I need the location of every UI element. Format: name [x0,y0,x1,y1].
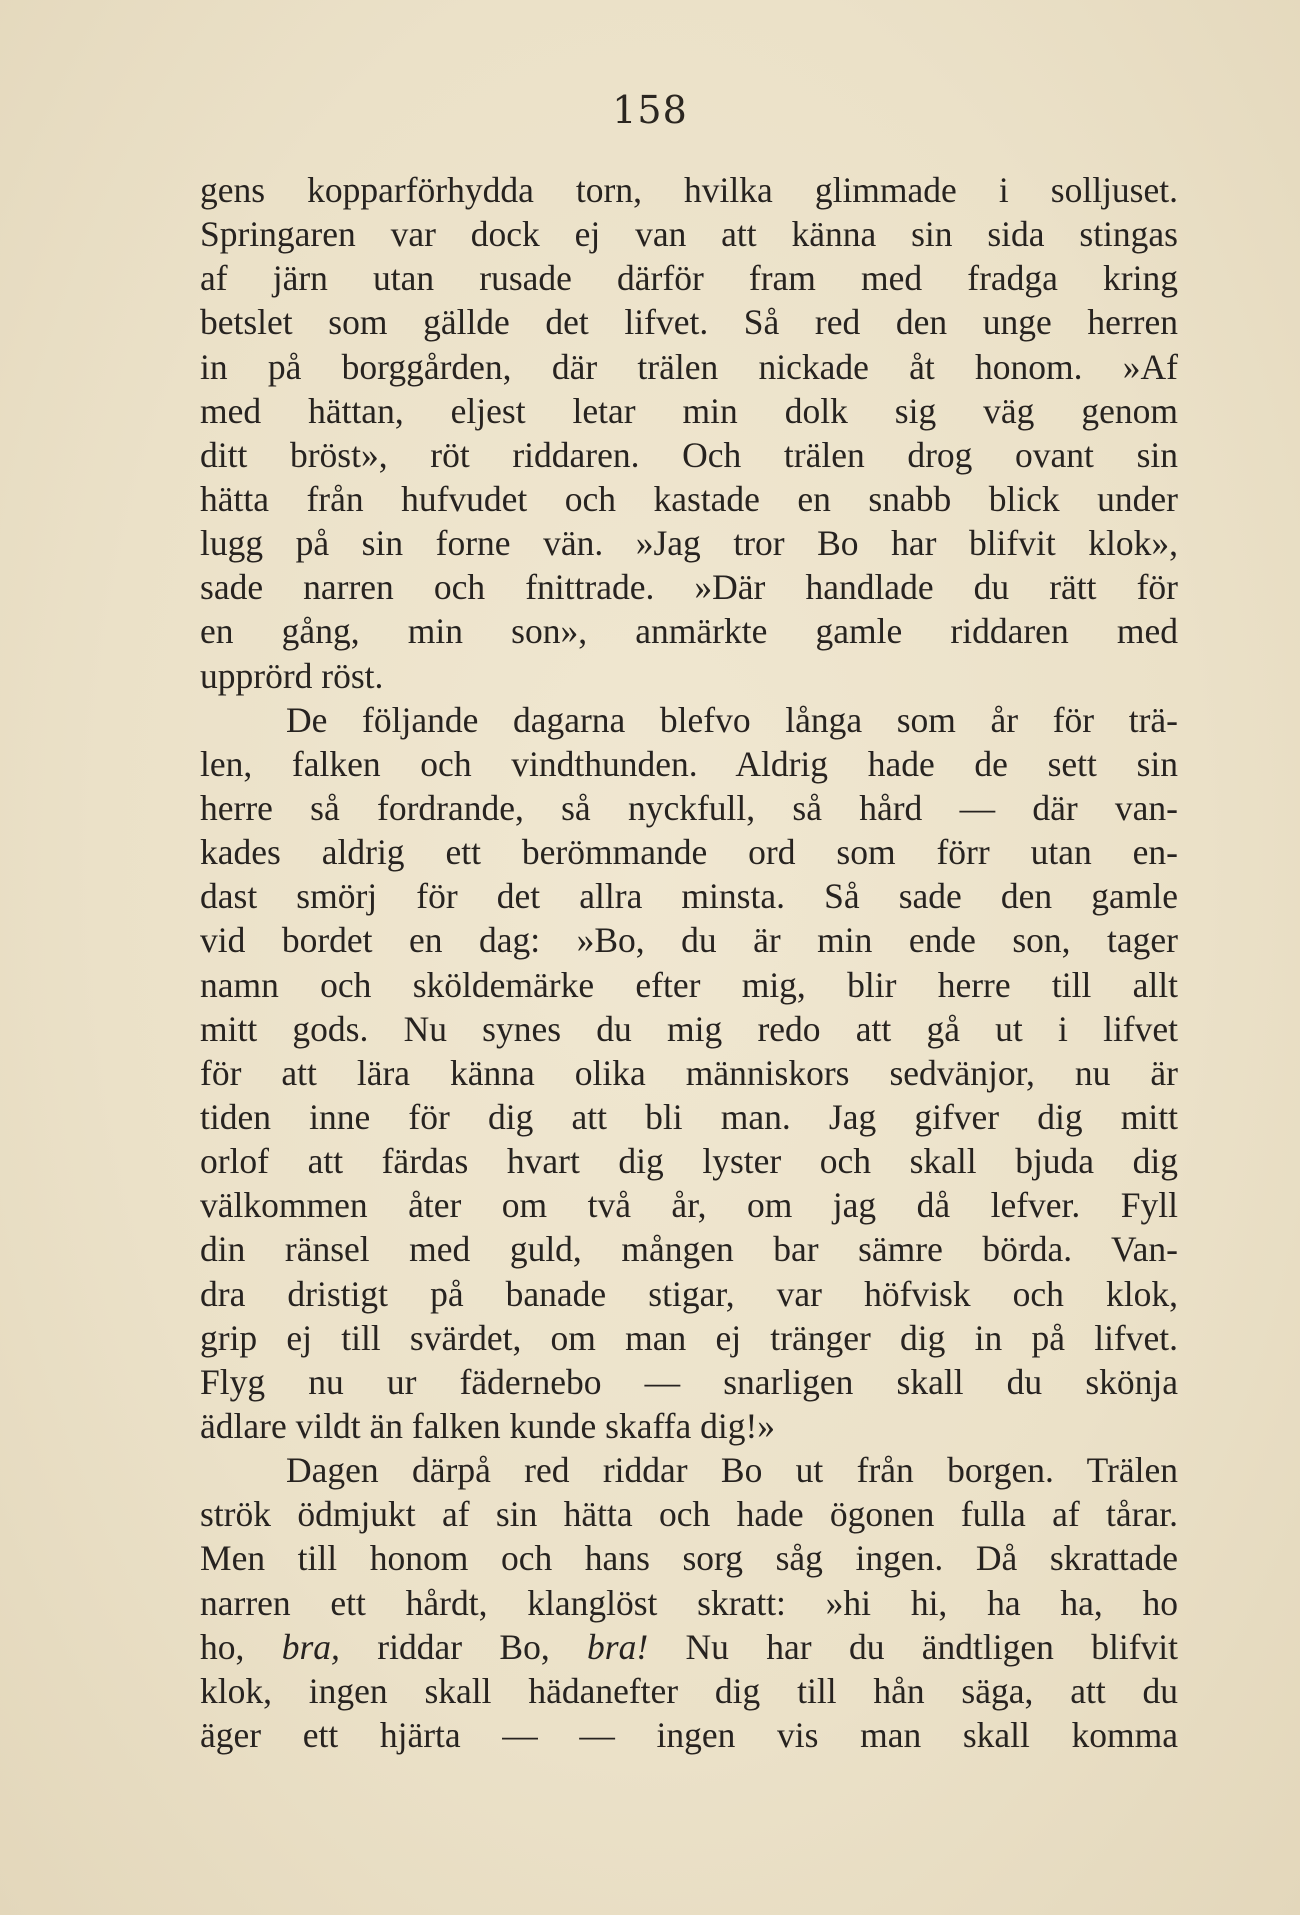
text-line: strök ödmjukt af sin hätta och hade ögonen fulla af tårar. [200,1494,1178,1535]
text-segment: riddar Bo, [339,1626,588,1667]
text-line: in på borggården, där trälen nickade åt honom. »Af [200,346,1178,387]
text-line: dast smörj för det allra minsta. Så sade den gamle [200,876,1178,917]
text-segment: ho, [200,1626,282,1667]
text-line: lugg på sin forne vän. »Jag tror Bo har blifvit klok», [200,523,1178,564]
text-line: kades aldrig ett berömmande ord som förr utan en- [200,832,1178,873]
text-line: De följande dagarna blefvo långa som år för trä- [286,699,1178,740]
text-line: mitt gods. Nu synes du mig redo att gå ut i lifvet [200,1008,1178,1049]
text-line: af järn utan rusade därför fram med fradga kring [200,258,1178,299]
text-segment: Nu har du ändtligen blifvit [648,1626,1179,1667]
text-line: Dagen därpå red riddar Bo ut från borgen. Trälen [286,1450,1178,1491]
text-line: len, falken och vindthunden. Aldrig hade de sett sin [200,743,1178,784]
text-line: Flyg nu ur fädernebo — snarligen skall du skönja [200,1361,1178,1402]
text-line: för att lära känna olika människors sedvänjor, nu är [200,1052,1178,1093]
text-line: orlof att färdas hvart dig lyster och skall bjuda dig [200,1141,1178,1182]
text-line: Men till honom och hans sorg såg ingen. Då skrattade [200,1538,1178,1579]
text-line: en gång, min son», anmärkte gamle riddaren med [200,611,1178,652]
text-line: gens kopparförhydda torn, hvilka glimmade i solljuset. [200,170,1178,210]
text-line: vid bordet en dag: »Bo, du är min ende son, tager [200,920,1178,961]
text-line: Springaren var dock ej van att känna sin sida stingas [200,214,1178,255]
text-line: välkommen åter om två år, om jag då lefver. Fyll [200,1185,1178,1226]
text-line: dra dristigt på banade stigar, var höfvisk och klok, [200,1273,1178,1314]
text-line: upprörd röst. [200,655,384,696]
text-line: sade narren och fnittrade. »Där handlade du rätt för [200,567,1178,608]
page-number: 158 [612,88,688,132]
text-line-with-italics [200,1625,1178,1669]
text-line: grip ej till svärdet, om man ej tränger dig in på lifvet. [200,1317,1178,1358]
text-line: klok, ingen skall hädanefter dig till hån säga, att du [200,1670,1178,1711]
body-text [200,168,1178,1757]
text-line: narren ett hårdt, klanglöst skratt: »hi hi, ha ha, ho [200,1582,1178,1623]
text-line: herre så fordrande, så nyckfull, så hård — där van- [200,787,1178,828]
text-line: ädlare vildt än falken kunde skaffa dig!» [200,1405,776,1446]
text-line: namn och sköldemärke efter mig, blir herre till allt [200,964,1178,1005]
text-line: med hättan, eljest letar min dolk sig väg genom [200,390,1178,431]
text-line: betslet som gällde det lifvet. Så red den unge herren [200,302,1178,343]
text-line: tiden inne för dig att bli man. Jag gifver dig mitt [200,1096,1178,1137]
text-line: din ränsel med guld, mången bar sämre börda. Van- [200,1229,1178,1270]
text-line: hätta från hufvudet och kastade en snabb blick under [200,478,1178,519]
text-line: äger ett hjärta — — ingen vis man skall komma [200,1714,1178,1755]
text-line: ditt bröst», röt riddaren. Och trälen drog ovant sin [200,434,1178,475]
italic-word: bra! [587,1626,649,1667]
italic-word: bra, [281,1626,340,1667]
